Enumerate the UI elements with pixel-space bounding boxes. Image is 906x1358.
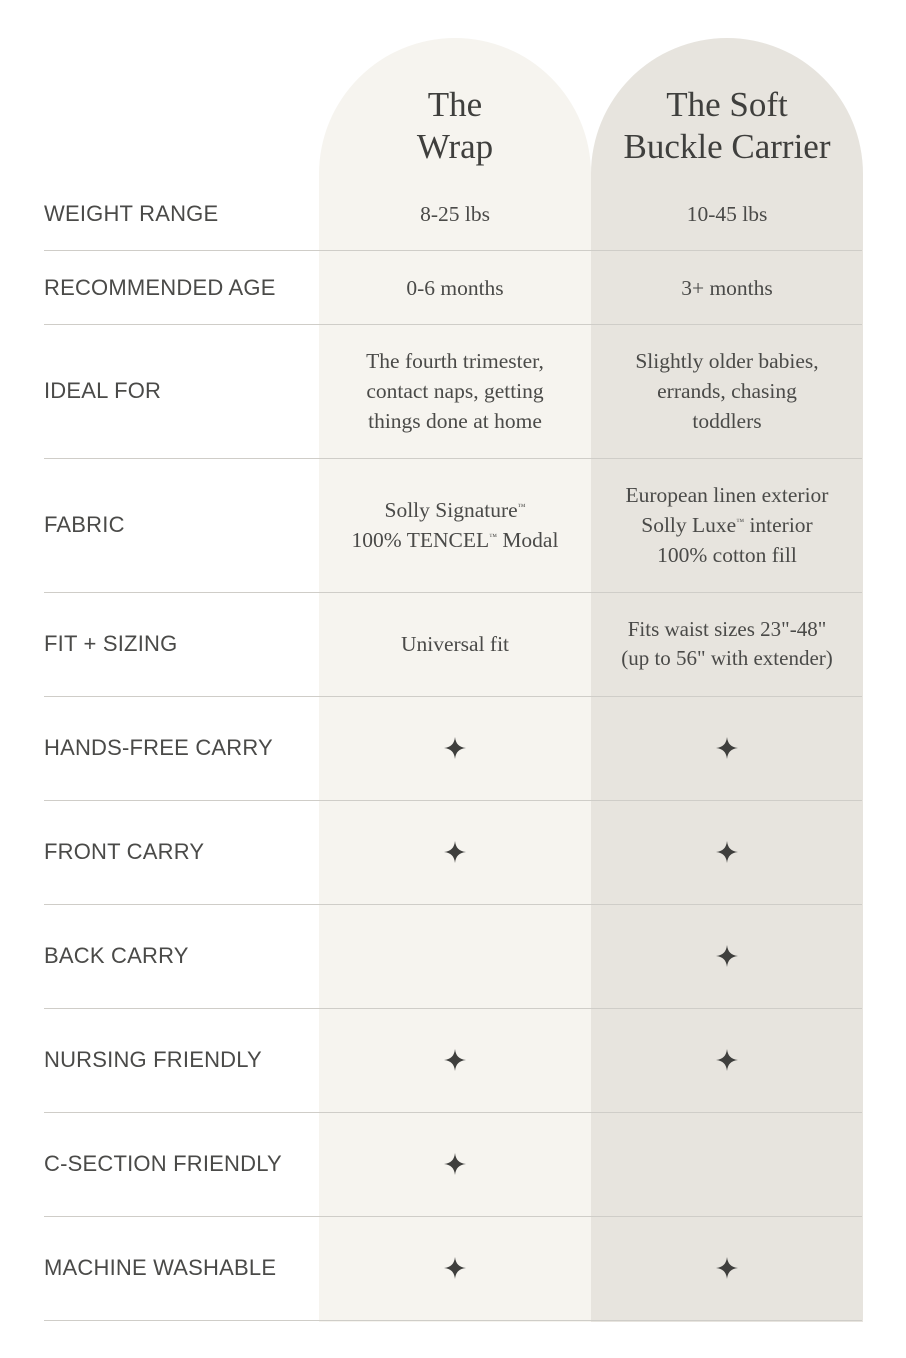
wrap-column-title (319, 84, 591, 168)
four-point-star-icon (444, 737, 466, 759)
cell-text (626, 480, 829, 570)
buckle-cell (591, 178, 863, 250)
wrap-cell (319, 325, 591, 458)
wrap-cell (319, 252, 591, 324)
wrap-cell (319, 1217, 591, 1320)
four-point-star-icon (444, 1153, 466, 1175)
row-weight-range (44, 178, 862, 251)
wrap-cell (319, 1113, 591, 1216)
buckle-cell (591, 1217, 863, 1320)
trademark-symbol: ™ (517, 502, 526, 512)
row-label: IDEAL FOR (44, 378, 162, 404)
cell-text: The fourth trimester, contact naps, getting things done at home (366, 349, 544, 434)
buckle-cell (591, 801, 863, 904)
cell-text (352, 495, 559, 555)
fabric-line: Solly Luxe (641, 513, 737, 538)
wrap-cell (319, 905, 591, 1008)
row-label: WEIGHT RANGE (44, 201, 219, 226)
wrap-cell (319, 593, 591, 696)
buckle-cell (591, 593, 863, 696)
buckle-cell (591, 697, 863, 800)
four-point-star-icon (444, 841, 466, 863)
fabric-line: 100% TENCEL (351, 528, 490, 553)
row-back-carry (44, 905, 862, 1009)
cell-text: Fits waist sizes 23"-48" (up to 56" with extender) (621, 617, 833, 671)
wrap-cell (319, 697, 591, 800)
row-label: FABRIC (44, 512, 125, 538)
four-point-star-icon (444, 1049, 466, 1071)
fabric-line: Modal (496, 528, 559, 553)
buckle-title-line1: The Soft (666, 85, 788, 124)
cell-text: Slightly older babies, errands, chasing toddlers (635, 349, 819, 434)
cell-text: 10-45 lbs (686, 202, 768, 226)
four-point-star-icon (716, 1049, 738, 1071)
row-label: FIT + SIZING (44, 631, 178, 657)
four-point-star-icon (716, 945, 738, 967)
trademark-symbol: ™ (736, 517, 745, 527)
fabric-line: European linen exterior (625, 483, 829, 508)
row-ideal-for (44, 325, 862, 459)
buckle-cell (591, 252, 863, 324)
row-nursing-friendly (44, 1009, 862, 1113)
row-label: FRONT CARRY (44, 839, 205, 865)
four-point-star-icon (716, 737, 738, 759)
row-label: RECOMMENDED AGE (44, 274, 276, 300)
cell-text: 3+ months (681, 275, 773, 300)
buckle-title-line2: Buckle Carrier (623, 127, 831, 166)
row-machine-washable (44, 1217, 862, 1321)
buckle-cell (591, 459, 863, 592)
trademark-symbol: ™ (489, 532, 497, 542)
row-label: C-SECTION FRIENDLY (44, 1151, 282, 1177)
wrap-title-line1: The (427, 85, 483, 124)
buckle-cell (591, 1113, 863, 1216)
row-c-section-friendly (44, 1113, 862, 1217)
row-label: NURSING FRIENDLY (44, 1047, 262, 1073)
wrap-cell (319, 459, 591, 592)
buckle-cell (591, 905, 863, 1008)
buckle-cell (591, 1009, 863, 1112)
wrap-cell (319, 801, 591, 904)
row-fabric (44, 459, 862, 593)
row-fit-sizing (44, 593, 862, 697)
row-recommended-age (44, 252, 862, 325)
wrap-cell (319, 1009, 591, 1112)
fabric-line: 100% cotton fill (657, 543, 797, 568)
wrap-cell (319, 178, 591, 250)
fabric-line: Solly Signature (384, 498, 518, 523)
four-point-star-icon (716, 1257, 738, 1279)
four-point-star-icon (444, 1257, 466, 1279)
fabric-line: interior (744, 513, 813, 538)
row-front-carry (44, 801, 862, 905)
four-point-star-icon (716, 841, 738, 863)
row-hands-free-carry (44, 697, 862, 801)
row-label: BACK CARRY (44, 943, 189, 969)
row-label: MACHINE WASHABLE (44, 1255, 277, 1281)
buckle-cell (591, 325, 863, 458)
cell-text: 8-25 lbs (420, 202, 490, 226)
buckle-column-title (591, 84, 863, 168)
cell-text: 0-6 months (406, 275, 504, 300)
cell-text: Universal fit (400, 632, 510, 657)
wrap-title-line2: Wrap (416, 127, 494, 166)
row-label: HANDS-FREE CARRY (44, 735, 273, 761)
